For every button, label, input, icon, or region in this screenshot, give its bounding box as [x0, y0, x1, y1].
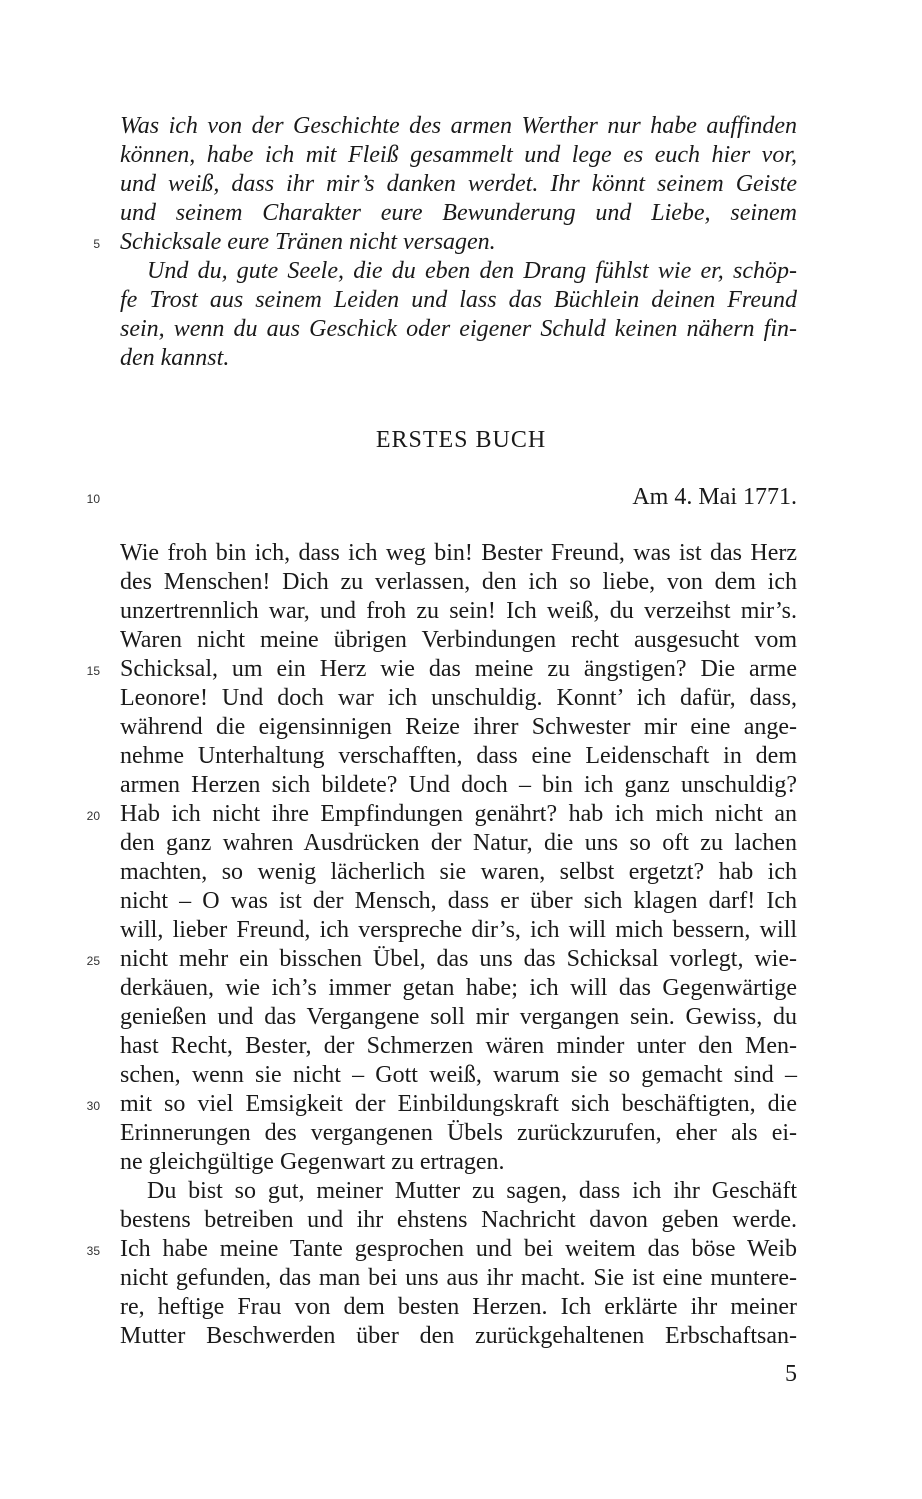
preface-line: Und du, gute Seele, die du eben den Drang fühlst wie er, schöp- [147, 258, 797, 284]
preface-line: Schicksale eure Tränen nicht versagen. [120, 229, 496, 255]
body-line: re, heftige Frau von dem besten Herzen. Ich erklärte ihr meiner [120, 1294, 797, 1320]
line-number: 20 [86, 809, 100, 823]
body-line: bestens betreiben und ihr ehstens Nachricht davon geben werde. [120, 1207, 797, 1233]
preface-line: und seinem Charakter eure Bewunderung und Liebe, seinem [120, 200, 797, 226]
body-line: nicht gefunden, das man bei uns aus ihr macht. Sie ist eine muntere- [120, 1265, 797, 1291]
body-line: Mutter Beschwerden über den zurückgehaltenen Erbschaftsan- [120, 1323, 797, 1349]
body-line: Du bist so gut, meiner Mutter zu sagen, dass ich ihr Geschäft [147, 1178, 797, 1204]
body-line: Schicksal, um ein Herz wie das meine zu ängstigen? Die arme [120, 656, 797, 682]
preface-line: und weiß, dass ihr mir’s danken werdet. Ihr könnt seinem Geiste [120, 171, 797, 197]
preface-line: Was ich von der Geschichte des armen Werther nur habe auffinden [120, 113, 797, 139]
line-number: 30 [86, 1099, 100, 1113]
line-number: 10 [86, 492, 100, 506]
preface-line: können, habe ich mit Fleiß gesammelt und lege es euch hier vor, [120, 142, 797, 168]
preface-line: fe Trost aus seinem Leiden und lass das Büchlein deinen Freund [120, 287, 797, 313]
preface-line: sein, wenn du aus Geschick oder eigener Schuld keinen nähern fin- [120, 316, 797, 342]
body-line: während die eigensinnigen Reize ihrer Schwester mir eine ange- [120, 714, 797, 740]
preface-line: den kannst. [120, 345, 230, 371]
body-line: mit so viel Emsigkeit der Einbildungskraft sich beschäftigten, die [120, 1091, 797, 1117]
body-line: schen, wenn sie nicht – Gott weiß, warum sie so gemacht sind – [120, 1062, 797, 1088]
letter-date: Am 4. Mai 1771. [632, 484, 797, 510]
body-line: will, lieber Freund, ich verspreche dir’s, ich will mich bessern, will [120, 917, 797, 943]
line-number: 35 [86, 1244, 100, 1258]
body-line: hast Recht, Bester, der Schmerzen wären minder unter den Men- [120, 1033, 797, 1059]
body-line: Wie froh bin ich, dass ich weg bin! Bester Freund, was ist das Herz [120, 540, 797, 566]
body-line: Ich habe meine Tante gesprochen und bei weitem das böse Weib [120, 1236, 797, 1262]
body-line: nehme Unterhaltung verschafften, dass eine Leidenschaft in dem [120, 743, 797, 769]
body-line: Waren nicht meine übrigen Verbindungen recht ausgesucht vom [120, 627, 797, 653]
line-number: 25 [86, 954, 100, 968]
line-number: 5 [93, 237, 100, 251]
body-line: Hab ich nicht ihre Empfindungen genährt? hab ich mich nicht an [120, 801, 797, 827]
body-line: des Menschen! Dich zu verlassen, den ich so liebe, von dem ich [120, 569, 797, 595]
body-line: derkäuen, wie ich’s immer getan habe; ich will das Gegenwärtige [120, 975, 797, 1001]
body-line: genießen und das Vergangene soll mir vergangen sein. Gewiss, du [120, 1004, 797, 1030]
body-line: ne gleichgültige Gegenwart zu ertragen. [120, 1149, 505, 1175]
body-line: unzertrennlich war, und froh zu sein! Ich weiß, du verzeihst mir’s. [120, 598, 797, 624]
body-line: armen Herzen sich bildete? Und doch – bin ich ganz unschuldig? [120, 772, 797, 798]
body-line: nicht – O was ist der Mensch, dass er über sich klagen darf! Ich [120, 888, 797, 914]
page-number: 5 [785, 1361, 797, 1387]
line-number: 15 [86, 664, 100, 678]
body-line: machten, so wenig lächerlich sie waren, selbst ergetzt? hab ich [120, 859, 797, 885]
chapter-heading: ERSTES BUCH [375, 427, 547, 453]
body-line: nicht mehr ein bisschen Übel, das uns das Schicksal vorlegt, wie- [120, 946, 797, 972]
body-line: Leonore! Und doch war ich unschuldig. Konnt’ ich dafür, dass, [120, 685, 797, 711]
body-line: den ganz wahren Ausdrücken der Natur, die uns so oft zu lachen [120, 830, 797, 856]
body-line: Erinnerungen des vergangenen Übels zurückzurufen, eher als ei- [120, 1120, 797, 1146]
